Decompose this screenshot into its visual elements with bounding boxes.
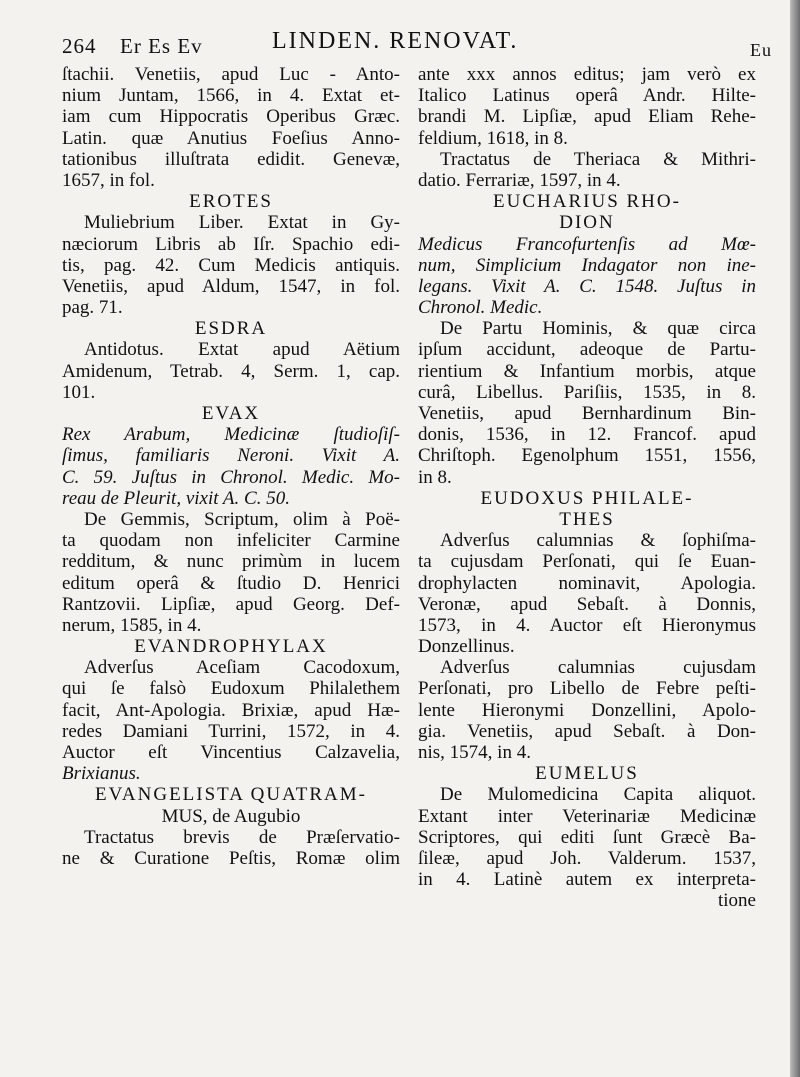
text-line: redes Damiani Turrini, 1572, in 4.	[62, 720, 400, 742]
text-line: feldium, 1618, in 8.	[418, 127, 568, 149]
text-line: Medicus Francofurtenſis ad Mœ-	[418, 233, 756, 255]
entry-heading: EVANGELISTA QUATRAM-	[95, 784, 367, 806]
left-column	[62, 64, 400, 869]
text-line: Adverſus calumnias cujusdam	[440, 657, 756, 679]
text-line: ante xxx annos editus; jam verò ex	[418, 64, 756, 85]
text-line: in 4. Latinè autem ex interpreta-	[418, 869, 756, 891]
text-line: in 8.	[418, 466, 452, 488]
text-line: datio. Ferrariæ, 1597, in 4.	[418, 169, 621, 191]
text-line: Adverſus calumnias & ſophiſma-	[440, 530, 756, 552]
text-line: redditum, & nunc primùm in lucem	[62, 551, 400, 573]
text-line: ta quodam non infeliciter Carmine	[62, 530, 400, 552]
text-line: De Gemmis, Scriptum, olim à Poë-	[84, 508, 400, 530]
text-line: Chronol. Medic.	[418, 297, 543, 319]
text-line: Latin. quæ Anutius Foeſius Anno-	[62, 127, 400, 149]
text-line: Muliebrium Liber. Extat in Gy-	[84, 212, 400, 234]
text-line: pag. 71.	[62, 297, 123, 319]
page-edge-shadow	[790, 0, 800, 1077]
text-line: facit, Ant-Apologia. Brixiæ, apud Hæ-	[62, 699, 400, 721]
text-line: Rantzovii. Lipſiæ, apud Georg. Def-	[62, 593, 400, 615]
text-line: nium Juntam, 1566, in 4. Extat et-	[62, 85, 400, 107]
text-line: iam cum Hippocratis Operibus Græc.	[62, 106, 400, 128]
text-line: Brixianus.	[62, 763, 141, 785]
text-line: lente Hieronymi Donzellini, Apolo-	[418, 699, 756, 721]
text-line: 1657, in fol.	[62, 169, 155, 191]
text-line: Venetiis, apud Bernhardinum Bin-	[418, 403, 756, 424]
entry-heading: ESDRA	[194, 318, 268, 340]
text-line: Rex Arabum, Medicinæ ſtudioſiſ-	[62, 424, 400, 446]
text-line: ſimus, familiaris Neroni. Vixit A.	[62, 445, 400, 467]
text-line: curâ, Libellus. Pariſiis, 1535, in 8.	[418, 381, 756, 403]
text-line: C. 59. Juſtus in Chronol. Medic. Mo-	[62, 466, 400, 488]
page-number: 264	[62, 34, 97, 58]
text-line: Auctor eſt Vincentius Calzavelia,	[62, 742, 400, 763]
text-line: ſileæ, apud Joh. Valderum. 1537,	[418, 847, 756, 869]
text-line: Tractatus brevis de Præſervatio-	[84, 826, 400, 848]
text-line: donis, 1536, in 12. Francof. apud	[418, 424, 756, 446]
text-line: De Partu Hominis, & quæ circa	[440, 318, 756, 340]
text-line: De Mulomedicina Capita aliquot.	[440, 784, 756, 806]
text-line: Extant inter Veterinariæ Medicinæ	[418, 805, 756, 827]
right-column	[418, 64, 756, 912]
entry-heading: EUCHARIUS RHO-	[493, 191, 681, 213]
catchword: Eu	[750, 40, 772, 60]
text-line: nerum, 1585, in 4.	[62, 614, 202, 636]
text-line: drophylacten nominavit, Apologia.	[418, 572, 756, 594]
headword-keys: Er Es Ev	[120, 34, 203, 58]
entry-heading: DION	[559, 212, 615, 234]
text-line: Adverſus Aceſiam Cacodoxum,	[84, 657, 400, 679]
text-line: Veronæ, apud Sebaſt. à Donnis,	[418, 593, 756, 615]
entry-heading: EVAX	[201, 403, 261, 424]
entry-heading: EUMELUS	[535, 763, 639, 785]
text-line: Tractatus de Theriaca & Mithri-	[440, 148, 756, 170]
text-line: tis, pag. 42. Cum Medicis antiquis.	[62, 254, 400, 276]
text-line: Venetiis, apud Aldum, 1547, in fol.	[62, 275, 400, 297]
text-line: reau de Pleurit, vixit A. C. 50.	[62, 487, 290, 509]
text-line: 101.	[62, 381, 96, 403]
text-line: qui ſe falsò Eudoxum Philalethem	[62, 678, 400, 700]
text-line: num, Simplicium Indagator non ine-	[418, 254, 756, 276]
text-line: ſtachii. Venetiis, apud Luc - Anto-	[62, 64, 400, 85]
text-line: Chriſtoph. Egenolphum 1551, 1556,	[418, 445, 756, 467]
text-line: editum operâ & ſtudio D. Henrici	[62, 572, 400, 594]
text-line: tationibus illuſtrata edidit. Genevæ,	[62, 148, 400, 170]
entry-heading: EUDOXUS PHILALE-	[480, 487, 694, 509]
text-line: ta cujusdam Perſonati, qui ſe Euan-	[418, 551, 756, 573]
text-line: rientium & Infantium morbis, atque	[418, 360, 756, 382]
text-line: ne & Curatione Peſtis, Romæ olim	[62, 847, 400, 869]
running-title: LINDEN. RENOVAT.	[272, 28, 519, 54]
text-line: brandi M. Lipſiæ, apud Eliam Rehe-	[418, 106, 756, 128]
entry-heading: THES	[559, 508, 615, 530]
entry-heading: EROTES	[189, 191, 273, 213]
text-line: legans. Vixit A. C. 1548. Juſtus in	[418, 275, 756, 297]
text-line: Amidenum, Tetrab. 4, Serm. 1, cap.	[62, 360, 400, 382]
text-line: Antidotus. Extat apud Aëtium	[84, 339, 400, 361]
running-head	[62, 28, 786, 60]
text-line: 1573, in 4. Auctor eſt Hieronymus	[418, 614, 756, 636]
entry-heading: EVANDROPHYLAX	[134, 636, 328, 658]
text-line: nis, 1574, in 4.	[418, 742, 531, 763]
text-line: Scriptores, qui editi ſunt Græcè Ba-	[418, 826, 756, 848]
text-line: gia. Venetiis, apud Sebaſt. à Don-	[418, 720, 756, 742]
text-line: ipſum accidunt, adeoque de Partu-	[418, 339, 756, 361]
text-line: Donzellinus.	[418, 636, 515, 658]
text-line: næciorum Libris ab Iſr. Spachio edi-	[62, 233, 400, 255]
text-line: Perſonati, pro Libello de Febre peſti-	[418, 678, 756, 700]
catchword-bottom: tione	[718, 890, 756, 912]
entry-heading: MUS, de Augubio	[161, 805, 301, 827]
text-line: Italico Latinus operâ Andr. Hilte-	[418, 85, 756, 107]
